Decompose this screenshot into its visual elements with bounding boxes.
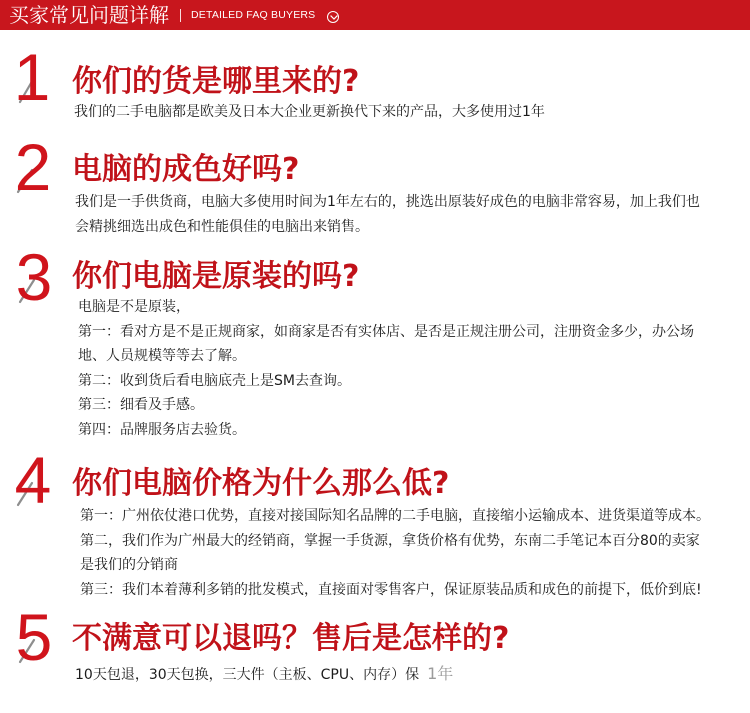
faq-answer xyxy=(78,295,694,443)
header-divider xyxy=(180,9,181,22)
faq-answer-line: 第三：细看及手感。 xyxy=(78,397,204,414)
faq-question: 你们电脑价格为什么那么低? xyxy=(72,466,450,501)
faq-question: 你们的货是哪里来的? xyxy=(72,64,360,99)
faq-answer-line: 我们的二手电脑都是欧美及日本大企业更新换代下来的产品，大多使用过1年 xyxy=(74,104,545,120)
faq-question: 电脑的成色好吗? xyxy=(72,152,300,187)
faq-answer-line: 第三：我们本着薄利多销的批发模式，直接面对零售客户，保证原装品质和成色的前提下，低价到底! xyxy=(80,581,702,598)
faq-number-text: 3 xyxy=(15,240,53,314)
chevron-down-icon xyxy=(327,11,339,23)
faq-answer xyxy=(75,190,700,239)
faq-answer-suffix: 1年 xyxy=(427,664,454,683)
faq-question: 你们电脑是原装的吗? xyxy=(72,259,360,294)
faq-answer-line: 第二，我们作为广州最大的经销商，掌握一手货源，拿货价格有优势，东南二手笔记本百分80的卖家 xyxy=(80,532,700,549)
header-subtitle: DETAILED FAQ BUYERS xyxy=(191,9,316,21)
faq-answer-line: 会精挑细选出成色和性能俱佳的电脑出来销售。 xyxy=(75,218,369,235)
faq-answer-line: 是我们的分销商 xyxy=(80,557,178,574)
faq-number xyxy=(6,40,58,114)
faq-answer-line: 第二：收到货后看电脑底壳上是SM去查询。 xyxy=(78,372,351,389)
faq-number xyxy=(6,240,58,314)
faq-question: 不满意可以退吗？售后是怎样的? xyxy=(72,621,510,656)
faq-number-text: 4 xyxy=(14,443,52,517)
header-title: 买家常见问题详解 xyxy=(9,3,169,27)
faq-number-text: 1 xyxy=(13,40,51,114)
faq-answer xyxy=(75,662,453,687)
faq-answer-line: 地、人员规模等等去了解。 xyxy=(78,348,246,365)
faq-answer-line: 我们是一手供货商，电脑大多使用时间为1年左右的，挑选出原装好成色的电脑非常容易，加上我们也 xyxy=(75,194,700,210)
faq-answer-line: 第四：品牌服务店去验货。 xyxy=(78,421,246,438)
faq-answer-line: 第一：广州依仗港口优势，直接对接国际知名品牌的二手电脑，直接缩小运输成本、进货渠道等成本。 xyxy=(80,508,710,524)
faq-answer-line: 电脑是不是原装， xyxy=(78,299,190,315)
faq-number xyxy=(6,443,58,517)
faq-answer xyxy=(74,100,545,125)
faq-number xyxy=(6,600,58,674)
faq-answer-line: 第一：看对方是不是正规商家，如商家是否有实体店、是否是正规注册公司，注册资金多少，办公场 xyxy=(78,323,694,340)
faq-answer xyxy=(80,504,710,602)
faq-number xyxy=(6,130,58,204)
faq-number-text: 5 xyxy=(15,600,53,674)
faq-answer-line xyxy=(75,662,453,687)
faq-number-text: 2 xyxy=(14,130,52,204)
header-bar xyxy=(0,0,750,30)
faq-answer-text: 10天包退，30天包换，三大件（主板、CPU、内存）保 xyxy=(75,667,420,683)
